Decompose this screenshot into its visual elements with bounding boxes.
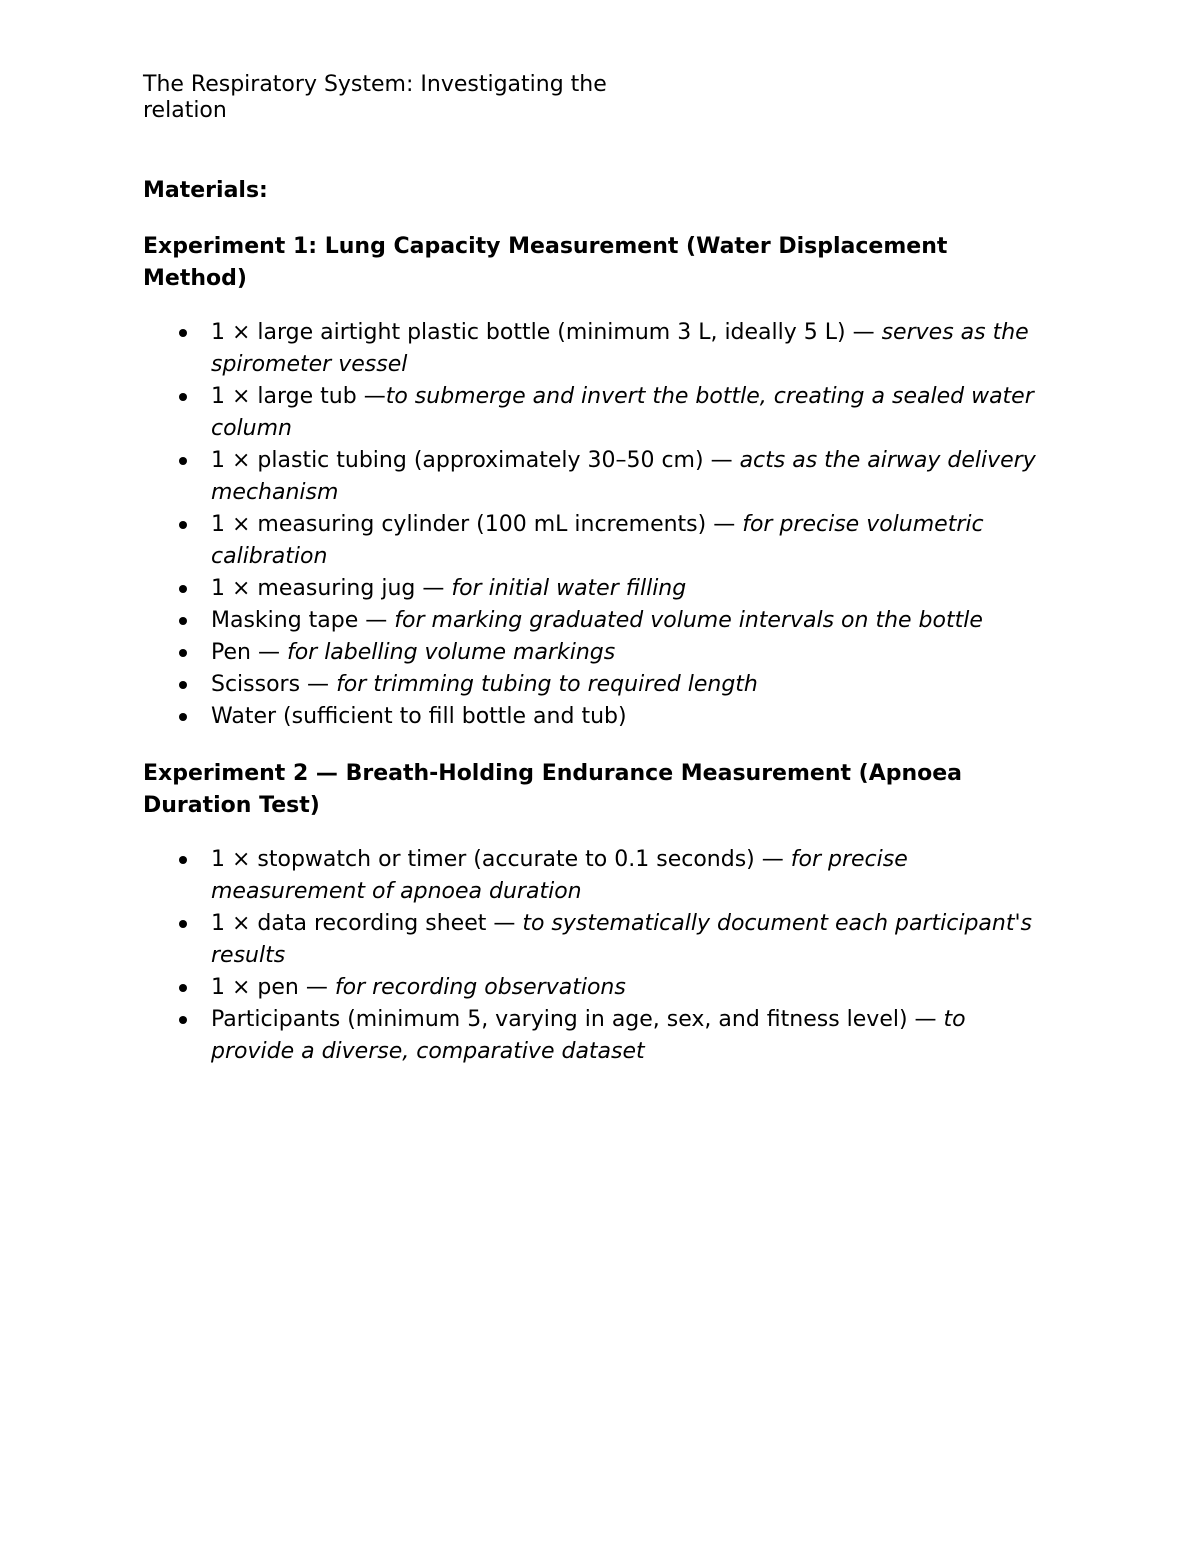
list-item xyxy=(211,317,1053,381)
list-item xyxy=(211,445,1053,509)
list-item xyxy=(211,701,1053,733)
item-description: to systematically document each participant's results xyxy=(211,911,1032,968)
item-text: 1 × pen — xyxy=(211,975,335,1000)
item-description: acts as the airway delivery mechanism xyxy=(211,448,1036,505)
item-text: 1 × plastic tubing (approximately 30–50 cm) — xyxy=(211,448,740,473)
list-item xyxy=(211,637,1053,669)
item-text: Pen — xyxy=(211,640,287,665)
item-text: 1 × large tub — xyxy=(211,384,386,409)
experiment-2-materials-list xyxy=(143,844,1053,1068)
item-text: 1 × stopwatch or timer (accurate to 0.1 seconds) — xyxy=(211,847,791,872)
item-description: for initial water filling xyxy=(451,576,687,601)
item-description: serves as the spirometer vessel xyxy=(211,320,1029,377)
list-item xyxy=(211,669,1053,701)
list-item xyxy=(211,1004,1053,1068)
experiment-1-materials-list xyxy=(143,317,1053,733)
item-text: 1 × measuring jug — xyxy=(211,576,452,601)
list-item xyxy=(211,605,1053,637)
document-page xyxy=(143,72,1053,1068)
list-item xyxy=(211,972,1053,1004)
item-description: for recording observations xyxy=(334,975,626,1000)
item-text: Masking tape — xyxy=(211,608,395,633)
item-text: Scissors — xyxy=(211,672,337,697)
item-description: to provide a diverse, comparative dataset xyxy=(211,1007,966,1064)
item-description: for trimming tubing to required length xyxy=(336,672,758,697)
list-item xyxy=(211,381,1053,445)
item-description: for labelling volume markings xyxy=(286,640,616,665)
item-text: 1 × large airtight plastic bottle (minimum 3 L, ideally 5 L) — xyxy=(211,320,882,345)
item-text: 1 × measuring cylinder (100 mL increments) — xyxy=(211,512,743,537)
item-description: for precise volumetric calibration xyxy=(211,512,984,569)
list-item xyxy=(211,509,1053,573)
document-title: The Respiratory System: Investigating the relation xyxy=(143,72,607,123)
materials-heading: Materials: xyxy=(143,178,268,203)
item-text: Participants (minimum 5, varying in age, sex, and fitness level) — xyxy=(211,1007,944,1032)
item-text: Water (sufficient to fill bottle and tub) xyxy=(211,704,627,729)
item-text: 1 × data recording sheet — xyxy=(211,911,523,936)
item-description: for precise measurement of apnoea duration xyxy=(211,847,908,904)
item-description: to submerge and invert the bottle, creating a sealed water column xyxy=(211,384,1034,441)
list-item xyxy=(211,908,1053,972)
experiment-1-heading: Experiment 1: Lung Capacity Measurement (Water Displacement Method) xyxy=(143,234,948,291)
list-item xyxy=(211,844,1053,908)
experiment-2-heading: Experiment 2 — Breath-Holding Endurance Measurement (Apnoea Duration Test) xyxy=(143,761,963,818)
list-item xyxy=(211,573,1053,605)
item-description: for marking graduated volume intervals on the bottle xyxy=(394,608,983,633)
